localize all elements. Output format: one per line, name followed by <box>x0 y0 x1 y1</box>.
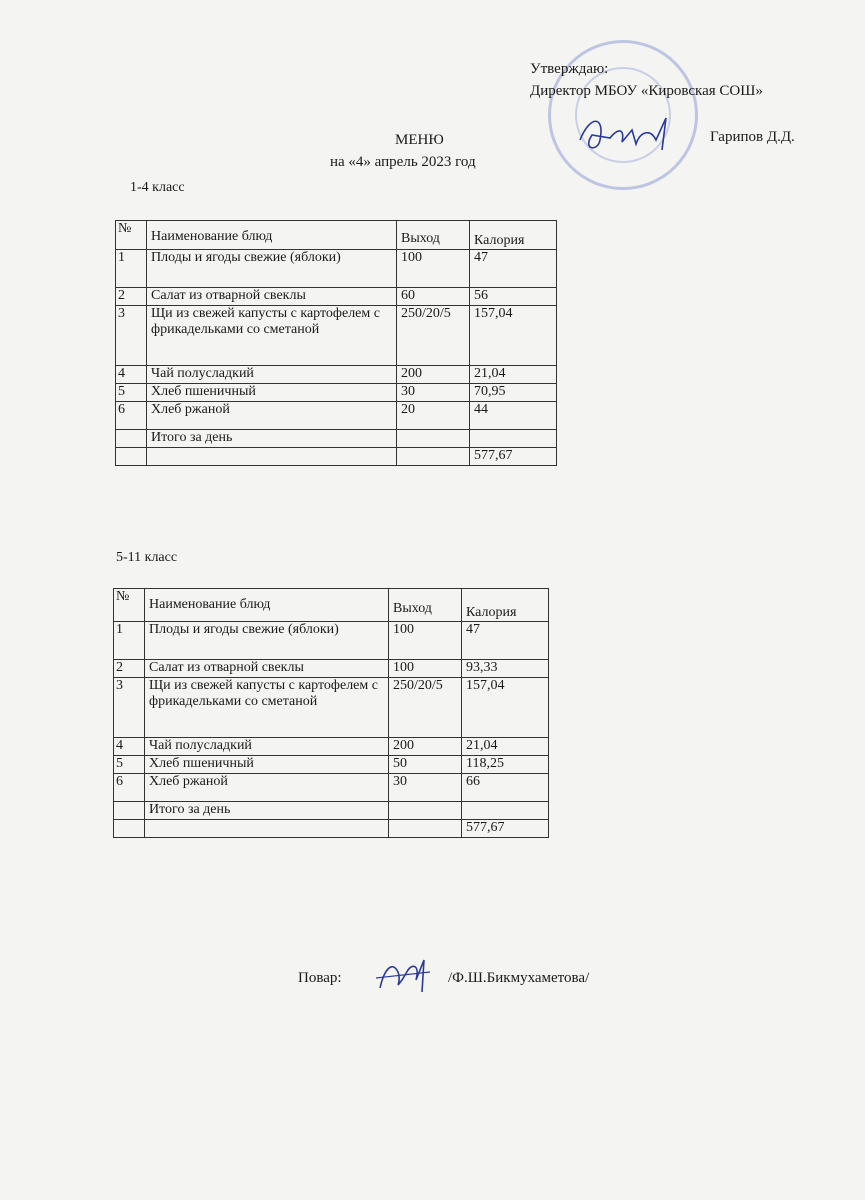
row-output: 20 <box>397 402 470 430</box>
empty-cell <box>389 802 462 820</box>
row-num: 3 <box>114 678 145 738</box>
table-row <box>114 622 549 660</box>
empty-cell <box>114 820 145 838</box>
table-row <box>116 366 557 384</box>
row-dish: Хлеб пшеничный <box>145 756 389 774</box>
empty-cell <box>389 820 462 838</box>
row-output: 100 <box>389 660 462 678</box>
empty-cell <box>116 430 147 448</box>
document-title: МЕНЮ <box>395 132 444 148</box>
header-num: № <box>116 221 147 250</box>
cook-label: Повар: <box>298 970 342 986</box>
header-dish: Наименование блюд <box>147 221 397 250</box>
row-dish: Чай полусладкий <box>145 738 389 756</box>
row-output: 100 <box>397 250 470 288</box>
empty-cell <box>114 802 145 820</box>
row-calories: 47 <box>462 622 549 660</box>
approval-line: Утверждаю: <box>530 61 609 77</box>
cook-name: /Ф.Ш.Бикмухаметова/ <box>448 970 590 986</box>
row-dish: Салат из отварной свеклы <box>145 660 389 678</box>
row-num: 3 <box>116 306 147 366</box>
table-row <box>114 738 549 756</box>
row-calories: 56 <box>470 288 557 306</box>
row-dish: Плоды и ягоды свежие (яблоки) <box>147 250 397 288</box>
grade-label-b: 5-11 класс <box>116 550 178 565</box>
director-name: Гарипов Д.Д. <box>710 129 795 145</box>
director-line: Директор МБОУ «Кировская СОШ» <box>530 83 763 99</box>
row-output: 30 <box>397 384 470 402</box>
total-row <box>114 802 549 820</box>
row-num: 5 <box>116 384 147 402</box>
table-header-row <box>114 589 549 622</box>
header-calories: Калория <box>470 221 557 250</box>
empty-cell <box>397 448 470 466</box>
row-calories: 70,95 <box>470 384 557 402</box>
total-value: 577,67 <box>470 448 557 466</box>
row-calories: 44 <box>470 402 557 430</box>
row-num: 6 <box>114 774 145 802</box>
row-num: 4 <box>116 366 147 384</box>
empty-cell <box>462 802 549 820</box>
row-output: 60 <box>397 288 470 306</box>
table-row <box>116 402 557 430</box>
row-dish: Хлеб ржаной <box>145 774 389 802</box>
row-dish: Хлеб пшеничный <box>147 384 397 402</box>
total-row <box>116 430 557 448</box>
table-row <box>116 288 557 306</box>
table-row <box>114 660 549 678</box>
empty-cell <box>116 448 147 466</box>
row-calories: 66 <box>462 774 549 802</box>
row-calories: 21,04 <box>462 738 549 756</box>
total-value-row <box>114 820 549 838</box>
row-calories: 157,04 <box>470 306 557 366</box>
row-calories: 118,25 <box>462 756 549 774</box>
menu-table-a <box>115 220 557 466</box>
row-num: 1 <box>116 250 147 288</box>
empty-cell <box>397 430 470 448</box>
total-value-row <box>116 448 557 466</box>
header-output: Выход <box>389 589 462 622</box>
director-signature <box>570 110 680 160</box>
row-output: 200 <box>397 366 470 384</box>
header-output: Выход <box>397 221 470 250</box>
cook-signature <box>372 950 442 1000</box>
row-num: 1 <box>114 622 145 660</box>
table-row <box>114 756 549 774</box>
row-dish: Салат из отварной свеклы <box>147 288 397 306</box>
total-label: Итого за день <box>145 802 389 820</box>
table-row <box>114 774 549 802</box>
total-label: Итого за день <box>147 430 397 448</box>
row-num: 6 <box>116 402 147 430</box>
row-calories: 157,04 <box>462 678 549 738</box>
cook-line <box>298 970 590 987</box>
row-output: 30 <box>389 774 462 802</box>
row-dish: Щи из свежей капусты с картофелем с фрикадельками со сметаной <box>145 678 389 738</box>
table-header-row <box>116 221 557 250</box>
row-dish: Чай полусладкий <box>147 366 397 384</box>
header-num: № <box>114 589 145 622</box>
row-calories: 21,04 <box>470 366 557 384</box>
menu-table-b <box>113 588 549 838</box>
header-dish: Наименование блюд <box>145 589 389 622</box>
total-value: 577,67 <box>462 820 549 838</box>
empty-cell <box>147 448 397 466</box>
row-output: 50 <box>389 756 462 774</box>
table-row <box>114 678 549 738</box>
table-row <box>116 250 557 288</box>
empty-cell <box>470 430 557 448</box>
header-calories: Калория <box>462 589 549 622</box>
row-num: 4 <box>114 738 145 756</box>
approval-block <box>530 58 795 145</box>
row-output: 250/20/5 <box>389 678 462 738</box>
row-calories: 47 <box>470 250 557 288</box>
row-num: 5 <box>114 756 145 774</box>
row-dish: Плоды и ягоды свежие (яблоки) <box>145 622 389 660</box>
row-dish: Щи из свежей капусты с картофелем с фрикадельками со сметаной <box>147 306 397 366</box>
row-calories: 93,33 <box>462 660 549 678</box>
document-date: на «4» апрель 2023 год <box>330 154 476 170</box>
row-dish: Хлеб ржаной <box>147 402 397 430</box>
row-num: 2 <box>114 660 145 678</box>
table-row <box>116 306 557 366</box>
row-num: 2 <box>116 288 147 306</box>
grade-label-a: 1-4 класс <box>130 180 185 195</box>
row-output: 250/20/5 <box>397 306 470 366</box>
table-row <box>116 384 557 402</box>
row-output: 100 <box>389 622 462 660</box>
empty-cell <box>145 820 389 838</box>
row-output: 200 <box>389 738 462 756</box>
